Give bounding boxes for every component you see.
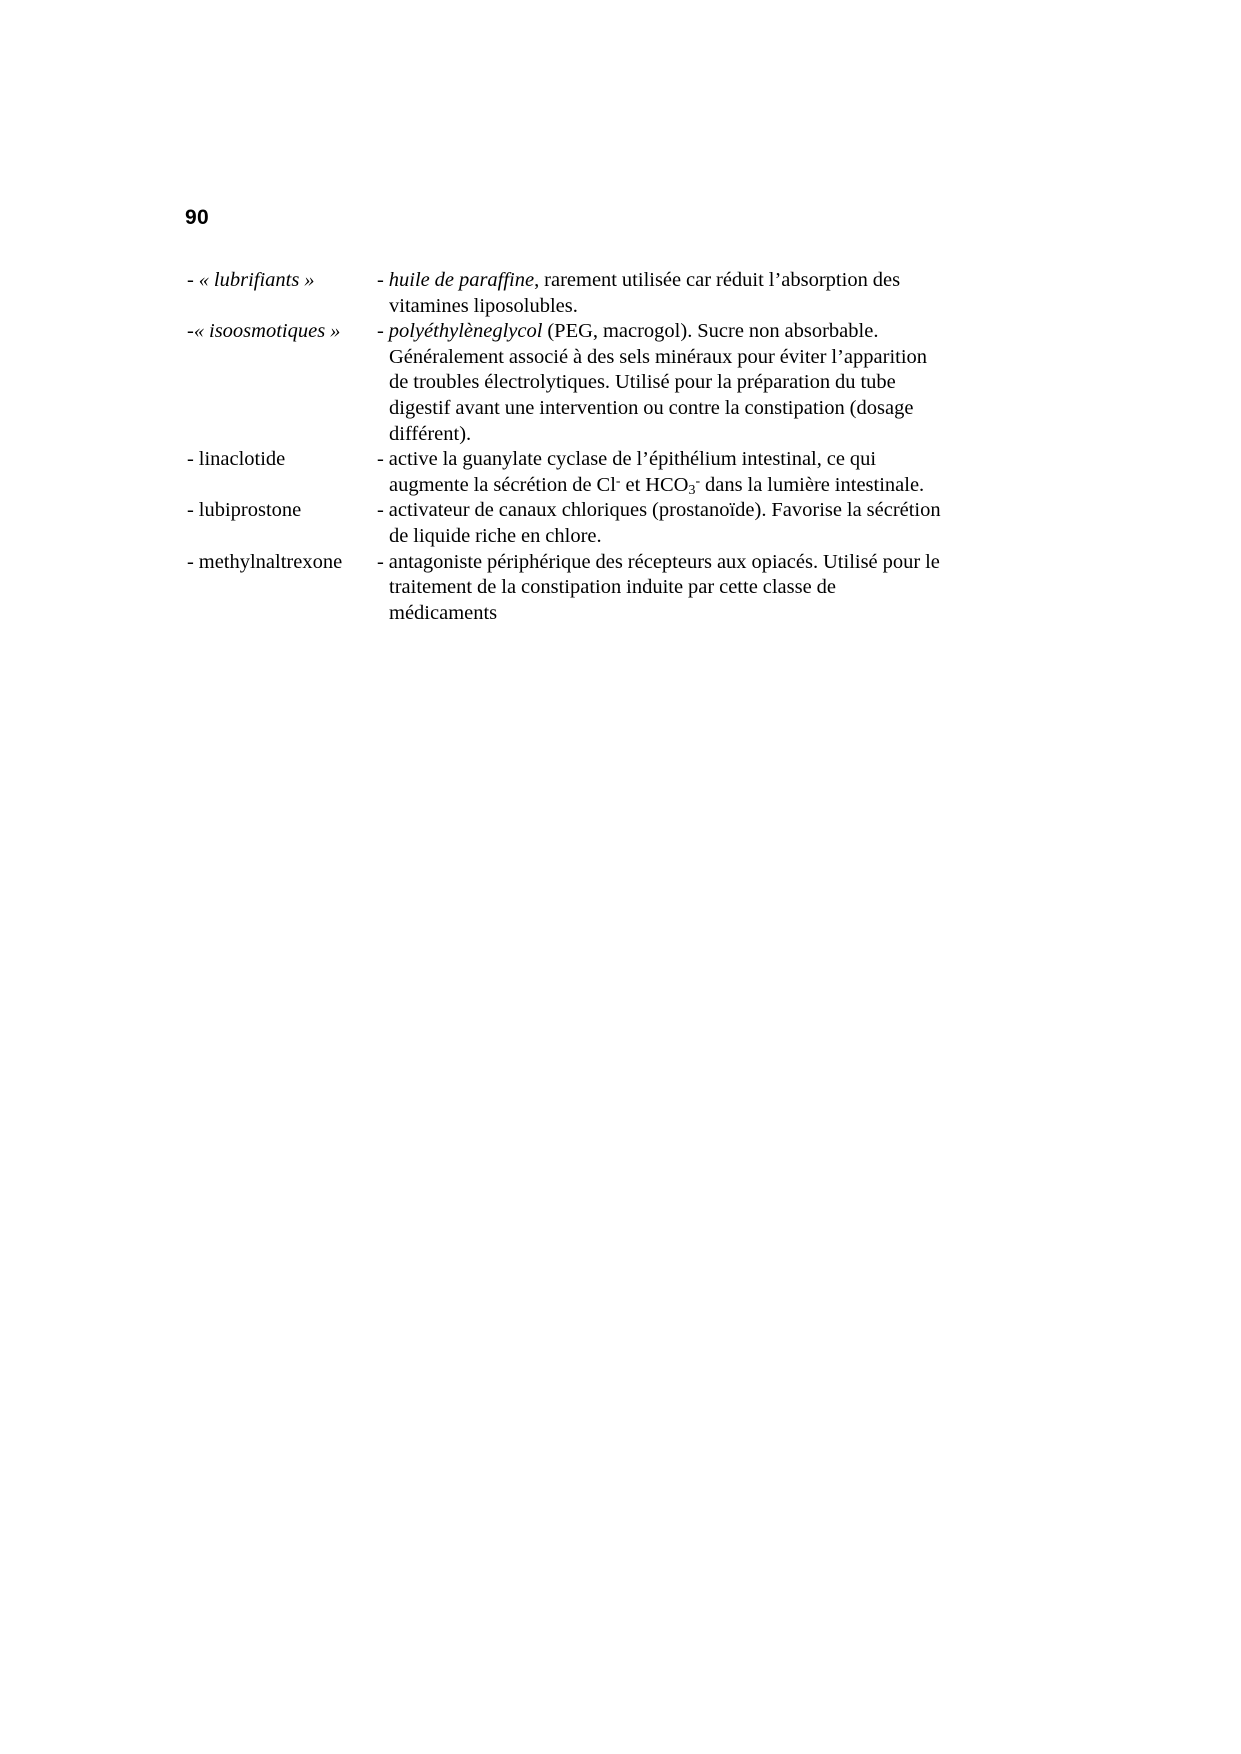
list-item — [185, 319, 945, 447]
entry-description-lubiprostone: - activateur de canaux chloriques (prostanoïde). Favorise la sécrétion de liquide riche en chlore. — [377, 499, 941, 547]
list-item — [185, 447, 945, 498]
entry-term-lubrifiants: - « lubrifiants » — [187, 269, 315, 291]
entry-lead-isoosmotiques: - polyéthylèneglycol — [377, 320, 543, 343]
entry-body-lubrifiants: , rarement utilisée car réduit l’absorption des vitamines liposolubles. — [389, 269, 901, 317]
entry-description-linaclotide: - active la guanylate cyclase de l’épithélium intestinal, ce qui augmente la sécrétion de Cl- et $HCO_3^-$ dans la lumière intestinale. — [377, 448, 925, 498]
entry-body-isoosmotiques: (PEG, macrogol). Sucre non absorbable. Généralement associé à des sels minéraux pour éviter l’apparition de troubles électrolytiques. Utilisé pour la préparation du tube digestif avant une intervention ou contre la constipation (dosage différent). — [389, 320, 928, 445]
list-item — [185, 550, 945, 627]
list-item — [185, 268, 945, 319]
entry-description-lubrifiants — [377, 268, 945, 319]
entry-term-linaclotide: - linaclotide — [187, 448, 286, 471]
entry-description-isoosmotiques — [377, 319, 945, 447]
entry-lead-lubrifiants: - huile de paraffine — [377, 269, 535, 291]
entry-term-isoosmotiques: -« isoosmotiques » — [187, 320, 341, 343]
page-number: 90 — [185, 206, 209, 229]
list-item — [185, 498, 945, 549]
definition-list — [185, 268, 945, 626]
entry-term-lubiprostone: - lubiprostone — [187, 499, 302, 522]
entry-term-methylnaltrexone: - methylnaltrexone — [187, 550, 343, 573]
entry-description-methylnaltrexone: - antagoniste périphérique des récepteurs aux opiacés. Utilisé pour le traitement de la constipation induite par cette classe de médicaments — [377, 550, 940, 624]
